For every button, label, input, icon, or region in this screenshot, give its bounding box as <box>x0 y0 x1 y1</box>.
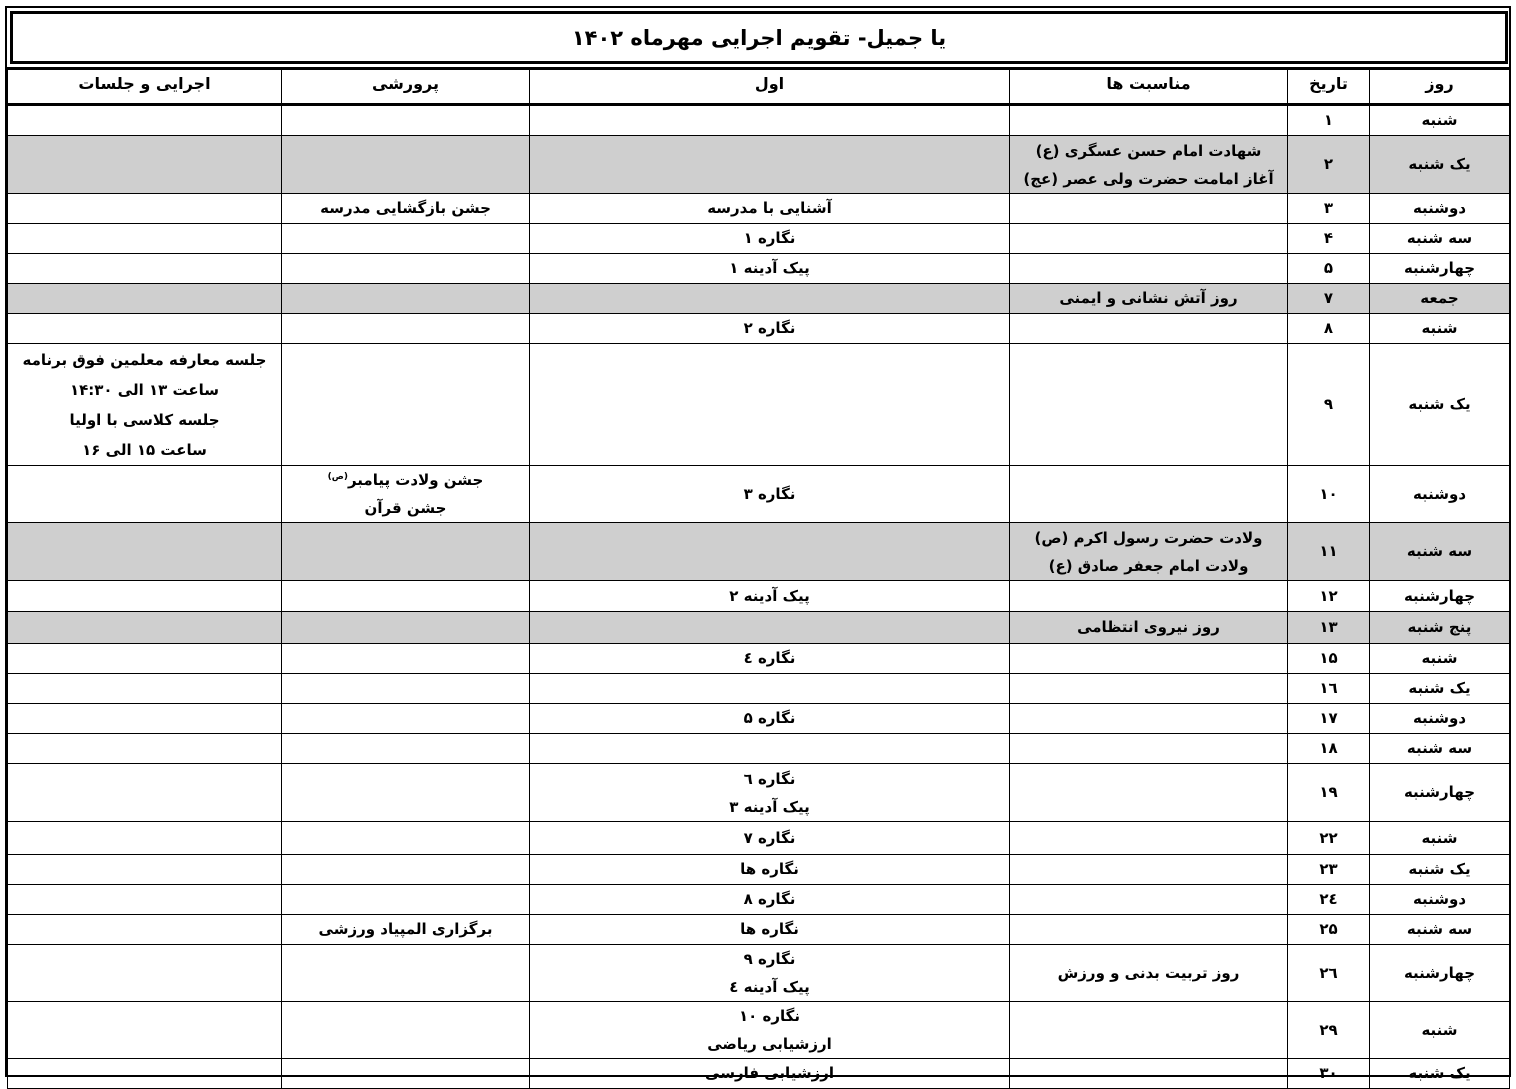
cell-occasions <box>1010 194 1288 224</box>
table-row <box>8 105 1510 136</box>
table-row <box>8 1059 1510 1089</box>
cell-line: نگاره ۳ <box>743 484 796 503</box>
table-row <box>8 254 1510 284</box>
table-row <box>8 136 1510 194</box>
cell-executive <box>8 945 282 1002</box>
cell-date: ۴ <box>1288 224 1370 254</box>
cell-line: نگاره ۲ <box>743 319 796 337</box>
table-row <box>8 822 1510 855</box>
table-row <box>8 885 1510 915</box>
cell-occasions <box>1010 822 1288 855</box>
cell-day: چهارشنبه <box>1370 254 1510 284</box>
cell-line: پیک آدینه ۳ <box>729 797 810 816</box>
cell-first <box>530 1002 1010 1059</box>
cell-day: دوشنبه <box>1370 194 1510 224</box>
cell-educational <box>282 344 530 466</box>
cell-occasions <box>1010 855 1288 885</box>
cell-executive <box>8 254 282 284</box>
cell-first <box>530 314 1010 344</box>
cell-educational <box>282 822 530 855</box>
cell-date: ۲۲ <box>1288 822 1370 855</box>
cell-first <box>530 136 1010 194</box>
cell-educational <box>282 1002 530 1059</box>
cell-educational <box>282 945 530 1002</box>
cell-educational <box>282 764 530 822</box>
cell-day: یک شنبه <box>1370 855 1510 885</box>
cell-educational <box>282 284 530 314</box>
cell-executive <box>8 194 282 224</box>
cell-date: ۱۷ <box>1288 704 1370 734</box>
table-row <box>8 1002 1510 1059</box>
cell-day: یک شنبه <box>1370 674 1510 704</box>
cell-date: ۱۰ <box>1288 466 1370 523</box>
header-educational: پرورشی <box>282 69 530 105</box>
cell-date: ۲٤ <box>1288 885 1370 915</box>
cell-occasions <box>1010 1002 1288 1059</box>
cell-executive <box>8 284 282 314</box>
cell-day: سه شنبه <box>1370 523 1510 581</box>
cell-day: یک شنبه <box>1370 136 1510 194</box>
cell-line: نگاره ها <box>740 860 799 878</box>
table-row <box>8 644 1510 674</box>
cell-date: ۱۵ <box>1288 644 1370 674</box>
cell-day: چهارشنبه <box>1370 945 1510 1002</box>
cell-executive <box>8 915 282 945</box>
cell-executive <box>8 822 282 855</box>
cell-educational <box>282 1059 530 1089</box>
cell-executive <box>8 344 282 466</box>
cell-executive <box>8 1002 282 1059</box>
cell-first <box>530 644 1010 674</box>
cell-executive <box>8 314 282 344</box>
table-row <box>8 466 1510 523</box>
cell-date: ۲۳ <box>1288 855 1370 885</box>
cell-occasions <box>1010 945 1288 1002</box>
cell-line: ارزشیابی ریاضی <box>707 1035 832 1053</box>
cell-first <box>530 945 1010 1002</box>
cell-educational <box>282 254 530 284</box>
cell-educational <box>282 224 530 254</box>
cell-line: روز آتش نشانی و ایمنی <box>1059 289 1238 307</box>
cell-line: برگزاری المپیاد ورزشی <box>318 920 493 938</box>
cell-educational <box>282 644 530 674</box>
cell-date: ۹ <box>1288 344 1370 466</box>
cell-occasions <box>1010 136 1288 194</box>
cell-occasions <box>1010 523 1288 581</box>
cell-line: شهادت امام حسن عسگری (ع) <box>1035 141 1262 160</box>
cell-day: دوشنبه <box>1370 704 1510 734</box>
cell-first <box>530 674 1010 704</box>
cell-line: ولادت امام جعفر صادق (ع) <box>1048 556 1249 575</box>
cell-occasions <box>1010 915 1288 945</box>
cell-date: ۱۲ <box>1288 581 1370 612</box>
cell-first <box>530 581 1010 612</box>
cell-first <box>530 764 1010 822</box>
title-box <box>10 11 1508 64</box>
cell-date: ۲۹ <box>1288 1002 1370 1059</box>
cell-first <box>530 105 1010 136</box>
cell-first <box>530 344 1010 466</box>
cell-occasions <box>1010 734 1288 764</box>
calendar-table <box>7 67 1510 1089</box>
cell-line: روز تربیت بدنی و ورزش <box>1057 963 1240 982</box>
header-day: روز <box>1370 69 1510 105</box>
cell-first <box>530 523 1010 581</box>
cell-line: آشنایی با مدرسه <box>707 199 832 217</box>
cell-executive <box>8 855 282 885</box>
cell-occasions <box>1010 1059 1288 1089</box>
cell-day: چهارشنبه <box>1370 764 1510 822</box>
cell-executive <box>8 612 282 644</box>
cell-date: ۱٦ <box>1288 674 1370 704</box>
cell-executive <box>8 674 282 704</box>
cell-educational <box>282 466 530 523</box>
cell-date: ۷ <box>1288 284 1370 314</box>
cell-executive <box>8 644 282 674</box>
table-row <box>8 734 1510 764</box>
table-row <box>8 674 1510 704</box>
cell-line: ساعت ۱۳ الی ۱۴:۳۰ <box>69 380 220 399</box>
cell-first <box>530 224 1010 254</box>
cell-educational <box>282 704 530 734</box>
cell-executive <box>8 523 282 581</box>
superscript-note: (ص) <box>327 472 348 482</box>
cell-day: شنبه <box>1370 1002 1510 1059</box>
cell-day: سه شنبه <box>1370 915 1510 945</box>
cell-line: ساعت ۱۵ الی ۱۶ <box>82 440 207 459</box>
cell-date: ۲٦ <box>1288 945 1370 1002</box>
cell-line: پیک آدینه ۲ <box>729 586 810 605</box>
cell-executive <box>8 136 282 194</box>
cell-line: جشن ولادت پیامبر$^{(ص)}$ <box>327 471 484 489</box>
cell-date: ۵ <box>1288 254 1370 284</box>
cell-educational <box>282 612 530 644</box>
cell-first <box>530 822 1010 855</box>
cell-educational <box>282 523 530 581</box>
cell-executive <box>8 704 282 734</box>
cell-first <box>530 885 1010 915</box>
table-row <box>8 523 1510 581</box>
cell-day: شنبه <box>1370 314 1510 344</box>
header-date: تاریخ <box>1288 69 1370 105</box>
cell-educational <box>282 581 530 612</box>
cell-educational <box>282 314 530 344</box>
cell-executive <box>8 581 282 612</box>
cell-line: آغاز امامت حضرت ولی عصر (عج) <box>1023 169 1274 188</box>
cell-date: ۳۰ <box>1288 1059 1370 1089</box>
cell-occasions <box>1010 704 1288 734</box>
cell-line: جشن قرآن <box>364 499 447 517</box>
cell-educational <box>282 915 530 945</box>
cell-line: ولادت حضرت رسول اکرم (ص) <box>1034 528 1263 547</box>
cell-line: نگاره ۱ <box>743 229 796 247</box>
cell-day: دوشنبه <box>1370 466 1510 523</box>
cell-executive <box>8 466 282 523</box>
cell-day: یک شنبه <box>1370 344 1510 466</box>
cell-date: ۲۵ <box>1288 915 1370 945</box>
cell-day: سه شنبه <box>1370 734 1510 764</box>
cell-line: جلسه کلاسی با اولیا <box>69 410 220 429</box>
cell-executive <box>8 224 282 254</box>
cell-educational <box>282 674 530 704</box>
cell-first <box>530 915 1010 945</box>
cell-day: یک شنبه <box>1370 1059 1510 1089</box>
cell-date: ۱ <box>1288 105 1370 136</box>
cell-date: ۲ <box>1288 136 1370 194</box>
cell-day: شنبه <box>1370 644 1510 674</box>
table-row <box>8 764 1510 822</box>
cell-educational <box>282 136 530 194</box>
cell-line: نگاره ۷ <box>743 828 796 847</box>
cell-occasions <box>1010 612 1288 644</box>
cell-educational <box>282 734 530 764</box>
table-row <box>8 915 1510 945</box>
cell-occasions <box>1010 224 1288 254</box>
cell-line: نگاره ٤ <box>743 649 796 667</box>
cell-first <box>530 734 1010 764</box>
cell-line: نگاره ۵ <box>743 709 796 727</box>
cell-line: نگاره ٦ <box>743 769 796 788</box>
cell-occasions <box>1010 644 1288 674</box>
cell-occasions <box>1010 254 1288 284</box>
cell-day: دوشنبه <box>1370 885 1510 915</box>
cell-line: نگاره ۸ <box>743 890 796 908</box>
cell-first <box>530 284 1010 314</box>
cell-first <box>530 855 1010 885</box>
cell-executive <box>8 105 282 136</box>
cell-first <box>530 254 1010 284</box>
calendar-sheet <box>5 6 1511 1082</box>
cell-executive <box>8 734 282 764</box>
table-row <box>8 581 1510 612</box>
table-row <box>8 945 1510 1002</box>
cell-occasions <box>1010 284 1288 314</box>
table-row <box>8 224 1510 254</box>
cell-first <box>530 612 1010 644</box>
cell-occasions <box>1010 885 1288 915</box>
header-executive: اجرایی و جلسات <box>8 69 282 105</box>
cell-line: نگاره ۱۰ <box>738 1007 800 1025</box>
cell-occasions <box>1010 105 1288 136</box>
cell-first <box>530 194 1010 224</box>
cell-day: شنبه <box>1370 822 1510 855</box>
cell-date: ۱۳ <box>1288 612 1370 644</box>
cell-educational <box>282 885 530 915</box>
cell-occasions <box>1010 764 1288 822</box>
cell-occasions <box>1010 314 1288 344</box>
cell-date: ۱۹ <box>1288 764 1370 822</box>
cell-date: ۱۱ <box>1288 523 1370 581</box>
cell-educational <box>282 855 530 885</box>
cell-executive <box>8 1059 282 1089</box>
table-row <box>8 612 1510 644</box>
cell-line: پیک آدینه ۱ <box>729 259 810 277</box>
table-row <box>8 314 1510 344</box>
cell-occasions <box>1010 674 1288 704</box>
cell-line: جشن بازگشایی مدرسه <box>320 199 491 217</box>
table-row <box>8 344 1510 466</box>
cell-executive <box>8 885 282 915</box>
cell-line: نگاره ها <box>740 920 799 938</box>
cell-day: جمعه <box>1370 284 1510 314</box>
cell-day: شنبه <box>1370 105 1510 136</box>
cell-line: نگاره ۹ <box>743 950 796 968</box>
table-row <box>8 855 1510 885</box>
cell-day: پنج شنبه <box>1370 612 1510 644</box>
header-occasions: مناسبت ها <box>1010 69 1288 105</box>
cell-date: ۱۸ <box>1288 734 1370 764</box>
cell-educational <box>282 105 530 136</box>
cell-executive <box>8 764 282 822</box>
header-row <box>8 69 1510 105</box>
page-title: یا جمیل- تقویم اجرایی مهرماه ۱۴۰۲ <box>571 25 947 50</box>
cell-line: روز نیروی انتظامی <box>1077 618 1220 636</box>
cell-line: ارزشیابی فارسی <box>705 1064 834 1082</box>
cell-first <box>530 466 1010 523</box>
cell-first <box>530 1059 1010 1089</box>
cell-occasions <box>1010 344 1288 466</box>
cell-day: چهارشنبه <box>1370 581 1510 612</box>
cell-occasions <box>1010 466 1288 523</box>
cell-date: ۸ <box>1288 314 1370 344</box>
table-row <box>8 284 1510 314</box>
cell-educational <box>282 194 530 224</box>
table-row <box>8 194 1510 224</box>
cell-first <box>530 704 1010 734</box>
cell-occasions <box>1010 581 1288 612</box>
header-first: اول <box>530 69 1010 105</box>
cell-date: ۳ <box>1288 194 1370 224</box>
cell-line: پیک آدینه ٤ <box>729 978 810 996</box>
cell-day: سه شنبه <box>1370 224 1510 254</box>
table-row <box>8 704 1510 734</box>
cell-line: جلسه معارفه معلمین فوق برنامه <box>22 350 267 369</box>
